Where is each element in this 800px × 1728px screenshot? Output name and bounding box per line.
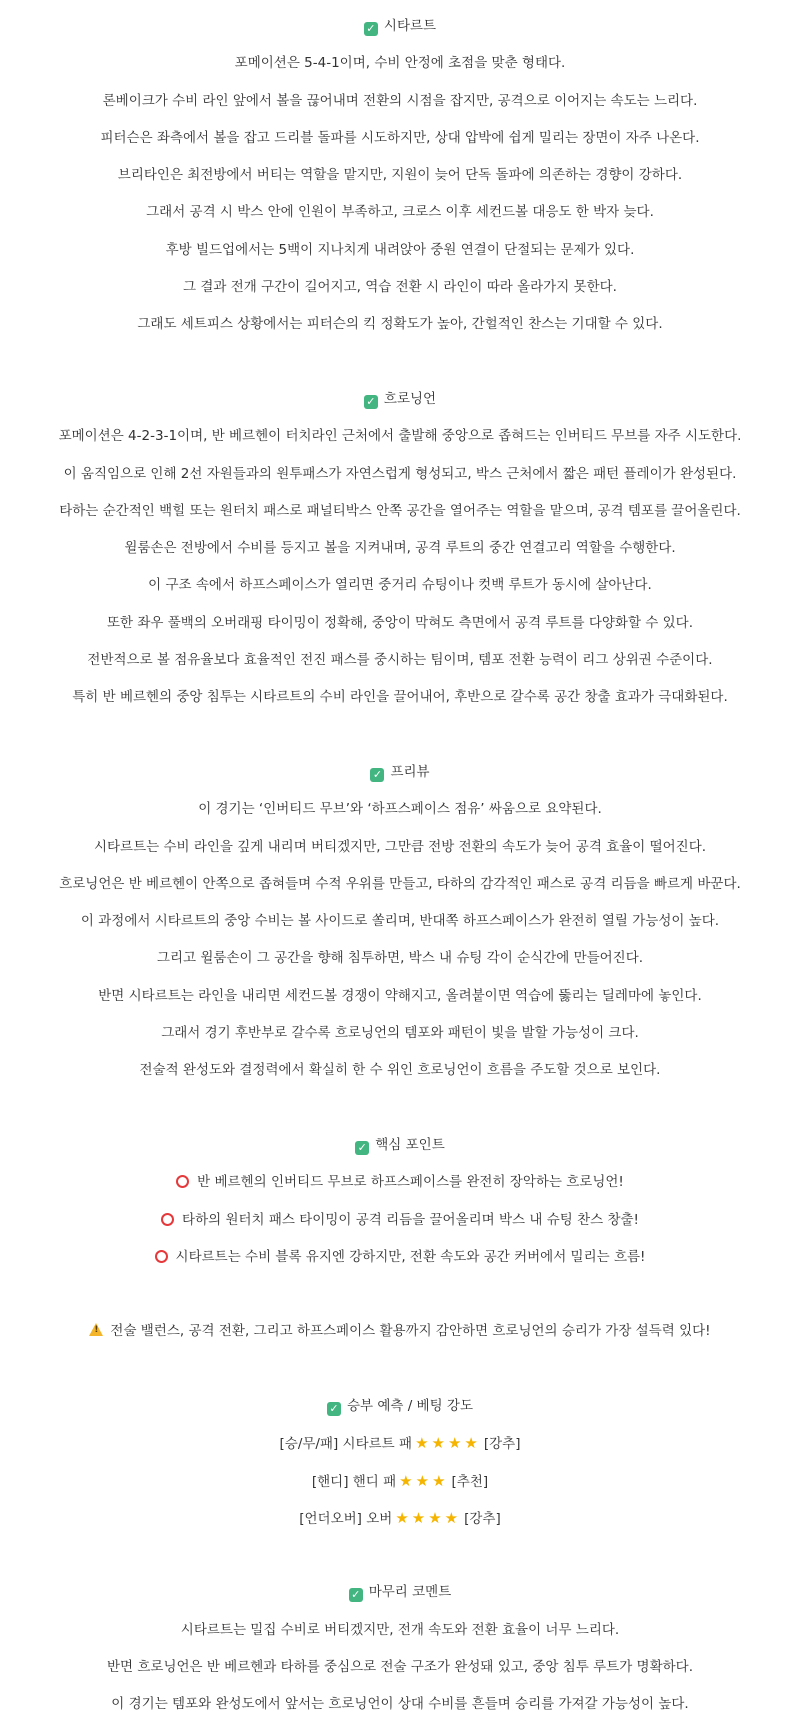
spacer <box>0 1276 800 1313</box>
paragraph: 반면 시타르트는 라인을 내리면 세컨드볼 경쟁이 약해지고, 올려붙이면 역습에 뚫리는 딜레마에 놓인다. <box>98 987 702 1004</box>
paragraph: 특히 반 베르헨의 중앙 침투는 시타르트의 수비 라인을 끌어내어, 후반으로 갈수록 공간 창출 효과가 극대화된다. <box>72 689 728 706</box>
star-rating-icon: ★★★★ <box>395 1508 462 1527</box>
paragraph: 그 결과 전개 구간이 길어지고, 역습 전환 시 라인이 따라 올라가지 못한다. <box>183 279 617 296</box>
paragraph: 타하는 순간적인 백힐 또는 원터치 패스로 패널티박스 안쪽 공간을 열어주는 역할을 맡으며, 공격 템포를 끌어올린다. <box>59 502 741 519</box>
spacer <box>0 1351 800 1388</box>
red-circle-icon <box>161 1213 174 1226</box>
prediction-label: [핸디] 핸디 패 <box>311 1473 397 1490</box>
paragraph: 반면 흐로닝언은 반 베르헨과 타하를 중심으로 전술 구조가 완성돼 있고, 중앙 침투 루트가 명확하다. <box>106 1659 693 1676</box>
paragraph: 이 과정에서 시타르트의 중앙 수비는 볼 사이드로 쏠리며, 반대쪽 하프스페이스가 완전히 열릴 가능성이 높다. <box>80 913 720 930</box>
prediction-grade: [강추] <box>483 1436 521 1453</box>
spacer <box>0 1537 800 1574</box>
section-closing <box>0 1574 800 1723</box>
check-icon: ✓ <box>355 1141 369 1155</box>
check-icon: ✓ <box>364 22 378 36</box>
prediction-label: [언더오버] 오버 <box>299 1510 393 1527</box>
red-circle-icon <box>176 1175 189 1188</box>
section-heading <box>0 1574 800 1611</box>
spacer <box>0 344 800 381</box>
star-rating-icon: ★★★ <box>399 1471 449 1490</box>
warning-line: !전술 밸런스, 공격 전환, 그리고 하프스페이스 활용까지 감안하면 흐로닝언의 승리가 가장 설득력 있다! <box>0 1313 800 1350</box>
paragraph: 브리타인은 최전방에서 버티는 역할을 맡지만, 지원이 늦어 단독 돌파에 의존하는 경향이 강하다. <box>117 167 683 184</box>
paragraph: 시타르트는 밀집 수비로 버티겠지만, 전개 속도와 전환 효율이 너무 느리다. <box>180 1621 620 1638</box>
prediction-grade: [추천] <box>451 1473 489 1490</box>
key-point-item: 타하의 원터치 패스 타이밍이 공격 리듬을 끌어올리며 박스 내 슈팅 찬스 창출! <box>0 1202 800 1239</box>
key-point-item: 반 베르헨의 인버티드 무브로 하프스페이스를 완전히 장악하는 흐로닝언! <box>0 1164 800 1201</box>
paragraph: 그래서 경기 후반부로 갈수록 흐로닝언의 템포와 패턴이 빛을 발할 가능성이 크다. <box>161 1025 639 1042</box>
section-title: 흐로닝언 <box>383 390 437 407</box>
paragraph: 또한 좌우 풀백의 오버래핑 타이밍이 정확해, 중앙이 막혀도 측면에서 공격 루트를 다양화할 수 있다. <box>106 614 693 631</box>
spacer <box>0 717 800 754</box>
paragraph: 피터슨은 좌측에서 볼을 잡고 드리블 돌파를 시도하지만, 상대 압박에 쉽게 밀리는 장면이 자주 나온다. <box>100 129 700 146</box>
check-icon: ✓ <box>370 768 384 782</box>
paragraph: 시타르트는 수비 라인을 깊게 내리며 버티겠지만, 그만큼 전방 전환의 속도가 늦어 공격 효율이 떨어진다. <box>93 838 707 855</box>
paragraph: 포메이션은 5-4-1이며, 수비 안정에 초점을 맞춘 형태다. <box>234 55 566 72</box>
paragraph: 전반적으로 볼 점유율보다 효율적인 전진 패스를 중시하는 팀이며, 템포 전환 능력이 리그 상위권 수준이다. <box>87 652 713 669</box>
section-prediction <box>0 1388 800 1537</box>
paragraph: 그리고 윌룸손이 그 공간을 향해 침투하면, 박스 내 슈팅 각이 순식간에 만들어진다. <box>156 950 644 967</box>
spacer <box>0 1090 800 1127</box>
paragraph: 그래도 세트피스 상황에서는 피터슨의 킥 정확도가 높아, 간헐적인 찬스는 기대할 수 있다. <box>137 316 663 333</box>
section-groningen <box>0 381 800 717</box>
red-circle-icon <box>155 1250 168 1263</box>
paragraph: 포메이션은 4-2-3-1이며, 반 베르헨이 터치라인 근처에서 출발해 중앙으로 좁혀드는 인버티드 무브를 자주 시도한다. <box>58 428 742 445</box>
check-icon: ✓ <box>349 1588 363 1602</box>
prediction-grade: [강추] <box>464 1510 501 1527</box>
paragraph: 이 경기는 템포와 완성도에서 앞서는 흐로닝언이 상대 수비를 흔들며 승리를 가져갈 가능성이 높다. <box>111 1696 689 1713</box>
check-icon: ✓ <box>364 395 378 409</box>
star-rating-icon: ★★★★ <box>415 1434 481 1453</box>
section-heading <box>0 1388 800 1425</box>
section-title: 마무리 코멘트 <box>368 1584 452 1601</box>
section-heading <box>0 8 800 45</box>
section-title: 시타르트 <box>383 18 437 34</box>
paragraph: 전술적 완성도와 결정력에서 확실히 한 수 위인 흐로닝언이 흐름을 주도할 것으로 보인다. <box>139 1062 661 1079</box>
section-key-points <box>0 1127 800 1276</box>
paragraph: 론베이크가 수비 라인 앞에서 볼을 끊어내며 전환의 시점을 잡지만, 공격으로 이어지는 속도는 느리다. <box>102 92 698 109</box>
prediction-label: [승/무/패] 시타르트 패 <box>279 1436 413 1453</box>
paragraph: 이 움직임으로 인해 2선 자원들과의 원투패스가 자연스럽게 형성되고, 박스 근처에서 짧은 패턴 플레이가 완성된다. <box>63 465 737 482</box>
section-heading <box>0 1127 800 1164</box>
prediction-item <box>0 1463 800 1500</box>
section-heading <box>0 381 800 418</box>
key-point-item: 시타르트는 수비 블록 유지엔 강하지만, 전환 속도와 공간 커버에서 밀리는 흐름! <box>0 1239 800 1276</box>
paragraph: 이 구조 속에서 하프스페이스가 열리면 중거리 슈팅이나 컷백 루트가 동시에 살아난다. <box>148 577 652 594</box>
paragraph: 후방 빌드업에서는 5백이 지나치게 내려앉아 중원 연결이 단절되는 문제가 있다. <box>165 241 635 258</box>
prediction-item <box>0 1425 800 1462</box>
paragraph: 윌룸손은 전방에서 수비를 등지고 볼을 지켜내며, 공격 루트의 중간 연결고리 역할을 수행한다. <box>124 540 676 557</box>
section-title: 승부 예측 / 베팅 강도 <box>346 1397 474 1414</box>
section-preview <box>0 754 800 1090</box>
section-sittard <box>0 8 800 344</box>
section-title: 핵심 포인트 <box>375 1136 445 1153</box>
paragraph: 흐로닝언은 반 베르헨이 안쪽으로 좁혀들며 수적 우위를 만들고, 타하의 감각적인 패스로 공격 리듬을 빠르게 바꾼다. <box>59 875 741 892</box>
paragraph: 이 경기는 ‘인버티드 무브’와 ‘하프스페이스 점유’ 싸움으로 요약된다. <box>198 801 602 818</box>
section-title: 프리뷰 <box>390 763 430 780</box>
warning-icon <box>89 1323 103 1336</box>
check-icon: ✓ <box>327 1402 341 1416</box>
paragraph: 그래서 공격 시 박스 안에 인원이 부족하고, 크로스 이후 세컨드볼 대응도 한 박자 늦다. <box>146 204 654 221</box>
section-heading <box>0 754 800 791</box>
prediction-item <box>0 1500 800 1537</box>
